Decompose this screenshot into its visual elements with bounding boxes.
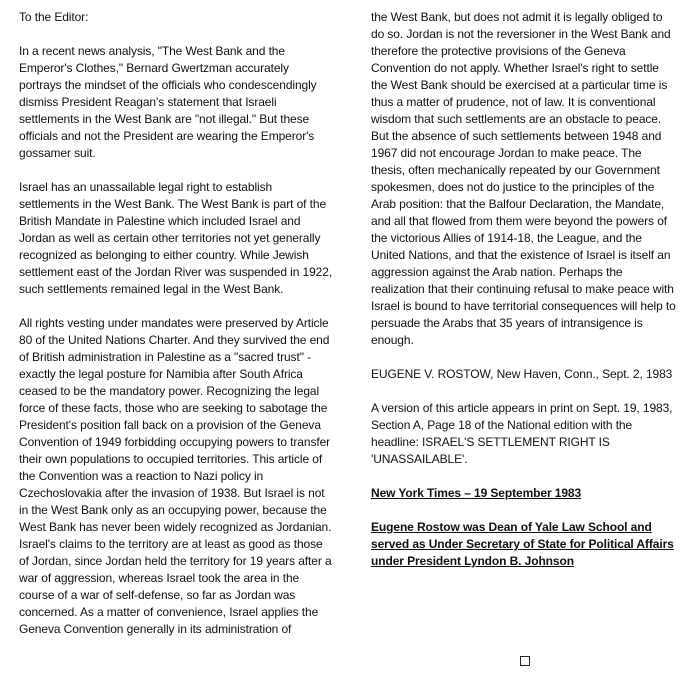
paragraph-3-continued [371,9,677,349]
print-note: A version of this article appears in print on Sept. 19, 1983, Section A, Page 18 of the National edition with the headline: ISRAEL'S SETTLEMENT RIGHT IS 'UNASSAILABLE'. [371,401,673,466]
left-column [19,9,333,655]
signature: EUGENE V. ROSTOW, New Haven, Conn., Sept. 2, 1983 [371,367,673,381]
author-bio: Eugene Rostow was Dean of Yale Law School and served as Under Secretary of State for Political Affairs under President Lyndon B. Johnson [371,520,674,568]
paragraph-1: In a recent news analysis, "The West Bank and the Emperor's Clothes," Bernard Gwertzman accurately portrays the mindset of the officials who condescendingly dismiss President Reagan's statement that Israeli settlements in the West Bank are "not illegal." But these officials and not the President are wearing the Emperor's gossamer suit. [19,44,317,160]
paragraph-3-start [19,315,333,638]
salutation: To the Editor: [19,10,89,24]
paragraph-3-text-left: All rights vesting under mandates were preserved by Article 80 of the United Nations Charter. And they survived the end of British administration in Palestine as a "sacred trust" - exactly the legal posture for Namibia after South Africa ceased to be the mandatory power. Recognizing the legal force of these facts, those who are seeking to sabotage the President's position fall back on a provision of the Geneva Convention of 1949 forbidding occupying powers to transfer their own populations to occupied territories. This article of the Convention was a reaction to Nazi policy in Czechoslovakia after the invasion of 1938. But Israel is not in the West Bank only as an occupying power, because the West Bank has never been widely recognized as Jordanian. Israel's claims to the territory are at least as good as those of Jordan, since Jordan held the territory for 19 years after a war of aggression, whereas Israel took the area in the course of a war of self-defense, so far as Jordan was concerned. As a matter of convenience, Israel applies the Geneva Convention generally in its administration of [19,316,332,636]
source-line: New York Times – 19 September 1983 [371,486,582,500]
paragraph-3-text-right: the West Bank, but does not admit it is legally obliged to do so. Jordan is not the reversioner in the West Bank and therefore the protective provisions of the Geneva Convention do not apply. Whether Israel's right to settle the West Bank should be exercised at a particular time is thus a matter of prudence, not of law. It is conventional wisdom that such settlements are an obstacle to peace. But the absence of such settlements between 1948 and 1967 did not encourage Jordan to make peace. The thesis, often mechanically repeated by our Government spokesmen, does not do justice to the principles of the Arab position: that the Balfour Declaration, the Mandate, and all that flowed from them were beyond the powers of the victorious Allies of 1914-18, the League, and the United Nations, and that the existence of Israel is itself an aggression against the Arab nation. Perhaps the realization that their continuing refusal to make peace with Israel is bound to have territorial consequences will help to persuade the Arabs that 35 years of intransigence is enough. [371,10,676,347]
checkbox[interactable] [520,656,530,666]
paragraph-2: Israel has an unassailable legal right to establish settlements in the West Bank. The West Bank is part of the British Mandate in Palestine which included Israel and Jordan as well as certain other territories not yet generally recognized as belonging to either country. While Jewish settlement east of the Jordan River was suspended in 1922, such settlements remained legal in the West Bank. [19,180,333,296]
right-column [371,9,677,587]
